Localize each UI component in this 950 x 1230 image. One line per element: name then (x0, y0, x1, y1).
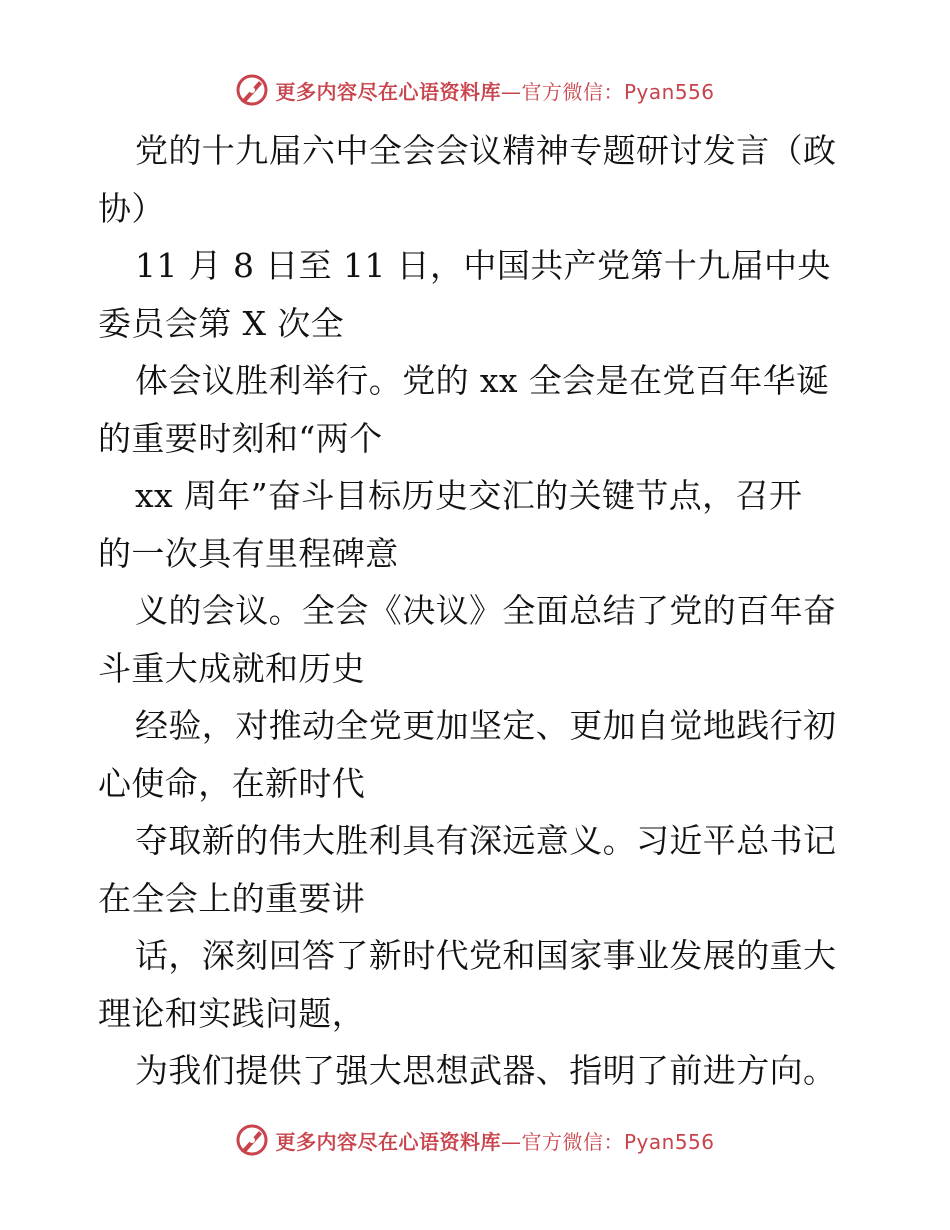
document-body (98, 122, 858, 1100)
banner-account: Pyan556 (623, 79, 715, 104)
document-line: 的重要时刻和“两个 (98, 418, 383, 458)
document-line: 党的十九届六中全会会议精神专题研讨发言（政 (135, 131, 837, 170)
document-line: 夺取新的伟大胜利具有深远意义。习近平总书记 (135, 821, 837, 860)
document-line: 心使命，在新时代 (98, 763, 366, 803)
header-banner (0, 70, 950, 110)
document-line: 斗重大成就和历史 (98, 648, 366, 688)
banner-site-text: 更多内容尽在心语资料库 (275, 79, 501, 104)
document-line: 经验，对推动全党更加坚定、更加自觉地践行初 (135, 706, 837, 745)
document-line: 11 月 8 日至 11 日，中国共产党第十九届中央 (135, 246, 831, 285)
banner-site-text: 更多内容尽在心语资料库 (275, 1129, 501, 1154)
document-line: 理论和实践问题， (98, 993, 366, 1033)
footer-banner (0, 1120, 950, 1160)
banner-text (275, 1126, 714, 1155)
document-line: xx 周年”奋斗目标历史交汇的关键节点，召开 (135, 476, 803, 515)
banner-text (275, 76, 714, 105)
banner-separator: — (500, 79, 522, 104)
document-line: 委员会第 X 次全 (98, 303, 345, 343)
document-line: 的一次具有里程碑意 (98, 533, 399, 573)
quill-pen-logo-icon (235, 1123, 269, 1157)
quill-pen-logo-icon (235, 73, 269, 107)
document-line: 协） (98, 188, 165, 228)
banner-separator: — (500, 1129, 522, 1154)
document-line: 体会议胜利举行。党的 xx 全会是在党百年华诞 (135, 361, 830, 400)
document-line: 为我们提供了强大思想武器、指明了前进方向。 (135, 1051, 837, 1090)
banner-wechat-label: 官方微信： (521, 1129, 624, 1154)
document-line: 义的会议。全会《决议》全面总结了党的百年奋 (135, 591, 837, 630)
banner-wechat-label: 官方微信： (521, 79, 624, 104)
document-line: 在全会上的重要讲 (98, 878, 366, 918)
document-line: 话，深刻回答了新时代党和国家事业发展的重大 (135, 936, 837, 975)
banner-account: Pyan556 (623, 1129, 715, 1154)
